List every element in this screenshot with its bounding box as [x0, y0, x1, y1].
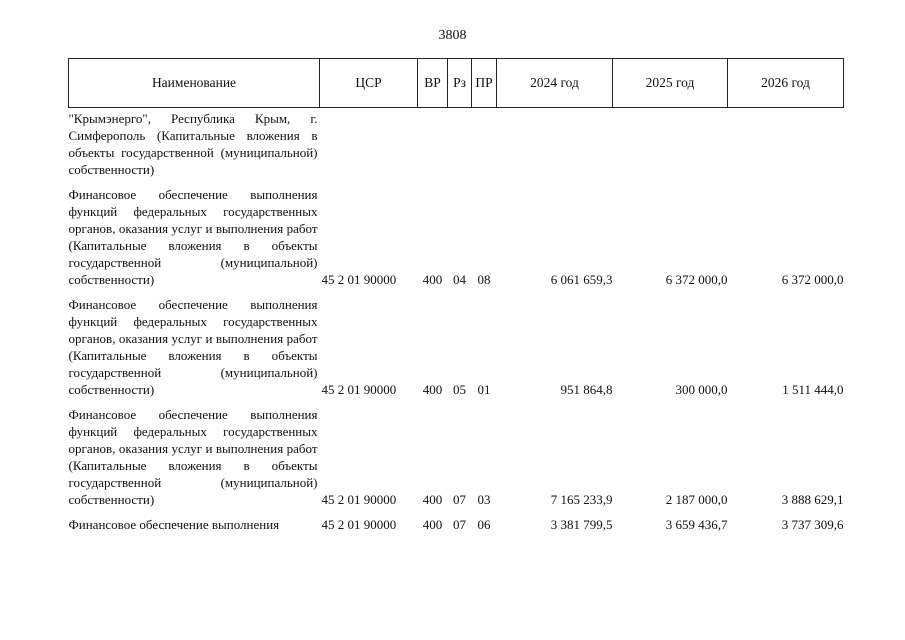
row-name: Финансовое обеспечение выполнения [68, 517, 280, 532]
row-csr: 45 2 01 90000 [321, 382, 397, 397]
header-2026: 2026 год [728, 59, 844, 108]
row-2026: 6 372 000,0 [781, 272, 844, 287]
row-csr: 45 2 01 90000 [321, 492, 397, 507]
row-name: Финансовое обеспечение выполнения функций федеральных государственных органов, оказания услуг и выполнения работ (Капитальные вложения в объекты государственной (муниципальной) собственности) [68, 297, 318, 397]
row-2024: 951 864,8 [560, 382, 613, 397]
page-number: 3808 [438, 28, 467, 43]
header-csr: ЦСР [320, 59, 418, 108]
row-pr: 03 [477, 492, 491, 507]
header-rz: Рз [448, 59, 472, 108]
row-2024: 3 381 799,5 [550, 517, 613, 532]
header-pr: ПР [472, 59, 497, 108]
row-2026: 3 737 309,6 [781, 517, 844, 532]
row-2026 [728, 108, 844, 179]
header-2025: 2025 год [613, 59, 728, 108]
header-2024: 2024 год [497, 59, 613, 108]
row-name: Финансовое обеспечение выполнения функций федеральных государственных органов, оказания услуг и выполнения работ (Капитальные вложения в объекты государственной (муниципальной) собственности) [68, 187, 318, 287]
row-rz: 05 [453, 382, 466, 397]
row-csr: 45 2 01 90000 [321, 272, 397, 287]
row-2024: 7 165 233,9 [550, 492, 613, 507]
table-row [69, 288, 844, 398]
row-2026: 1 511 444,0 [782, 382, 844, 397]
row-2025: 300 000,0 [675, 382, 728, 397]
table-row [69, 178, 844, 288]
row-2025: 3 659 436,7 [665, 517, 728, 532]
row-vr: 400 [422, 382, 443, 397]
row-vr: 400 [422, 272, 443, 287]
row-2026: 3 888 629,1 [781, 492, 844, 507]
row-csr [320, 108, 418, 179]
budget-table [68, 58, 844, 533]
row-csr: 45 2 01 90000 [321, 517, 397, 532]
table-row [69, 108, 844, 179]
row-vr: 400 [422, 517, 443, 532]
row-2025: 2 187 000,0 [665, 492, 728, 507]
row-rz: 04 [453, 272, 466, 287]
row-vr [418, 108, 448, 179]
table-header [69, 59, 844, 108]
row-pr: 06 [477, 517, 491, 532]
table-row [69, 508, 844, 533]
row-pr: 08 [477, 272, 491, 287]
row-2025: 6 372 000,0 [665, 272, 728, 287]
row-rz [448, 108, 472, 179]
header-vr: ВР [418, 59, 448, 108]
row-2025 [613, 108, 728, 179]
row-pr [472, 108, 497, 179]
row-rz: 07 [453, 517, 466, 532]
header-name: Наименование [69, 59, 320, 108]
row-2024: 6 061 659,3 [550, 272, 613, 287]
row-name: "Крымэнерго", Республика Крым, г. Симферополь (Капитальные вложения в объекты государственной (муниципальной) собственности) [68, 111, 318, 177]
table-row [69, 398, 844, 508]
row-vr: 400 [422, 492, 443, 507]
row-pr: 01 [477, 382, 491, 397]
row-name: Финансовое обеспечение выполнения функций федеральных государственных органов, оказания услуг и выполнения работ (Капитальные вложения в объекты государственной (муниципальной) собственности) [68, 407, 318, 507]
row-rz: 07 [453, 492, 466, 507]
row-2024 [497, 108, 613, 179]
